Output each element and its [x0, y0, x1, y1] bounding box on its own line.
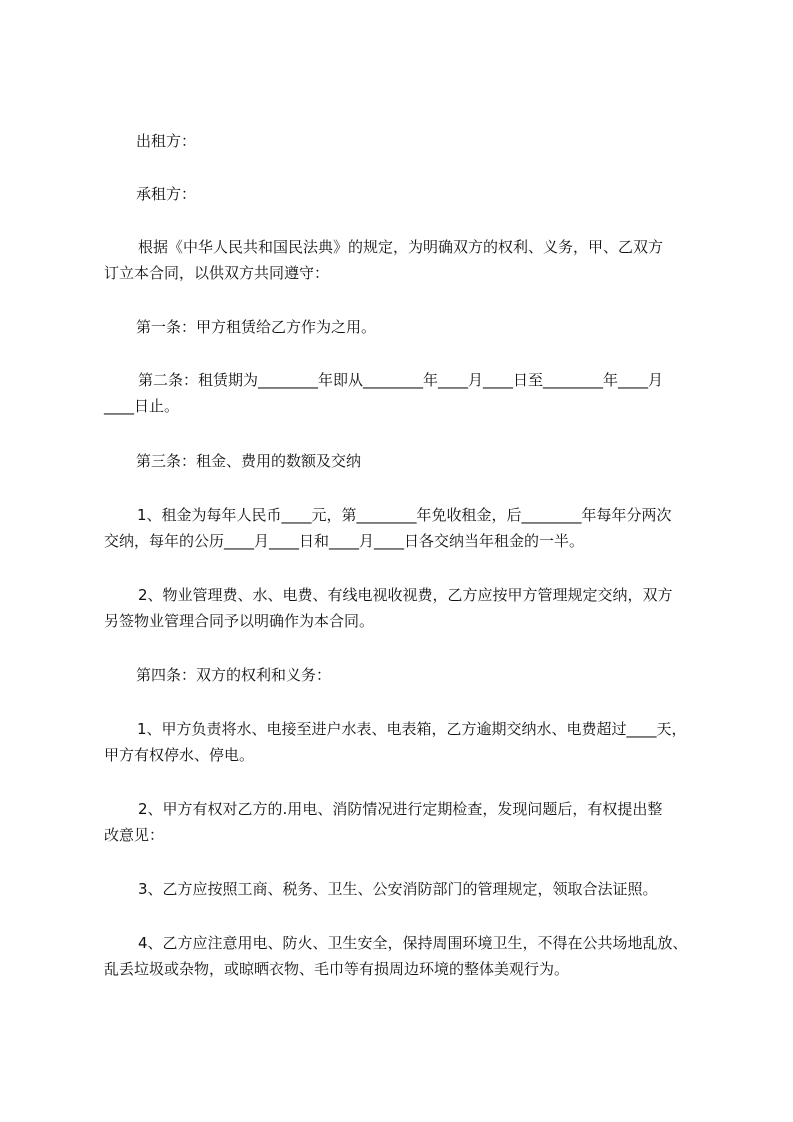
article-4-item-1 [104, 716, 714, 768]
intro-line-2: 订立本合同，以供双方共同遵守： [104, 264, 330, 282]
article-1 [136, 314, 746, 340]
article-3 [136, 448, 746, 474]
article-4-item-3 [104, 876, 714, 902]
article-3-item-1 [104, 502, 714, 554]
article-4-heading: 第四条：双方的权利和义务： [136, 666, 332, 684]
article-3-item-2 [104, 582, 714, 634]
intro-line-1: 根据《中华人民共和国民法典》的规定，为明确双方的权利、义务，甲、乙双方 [138, 238, 664, 256]
article-4-item-2-line-1: 2、甲方有权对乙方的.用电、消防情况进行定期检查，发现问题后，有权提出整 [138, 800, 663, 818]
article-3-item-1-line-2: 交纳，每年的公历____月____日和____月____日各交纳当年租金的一半。 [104, 532, 585, 550]
article-4-item-2 [104, 796, 714, 848]
lessee-line [136, 181, 746, 207]
article-4-item-4-line-1: 4、乙方应注意用电、防火、卫生安全，保持周围环境卫生，不得在公共场地乱放、 [138, 934, 688, 952]
intro-paragraph [104, 234, 714, 286]
article-2-line-2: ____日止。 [104, 397, 180, 415]
lessor-line [136, 128, 746, 154]
article-3-item-1-line-1: 1、租金为每年人民币____元，第________年免收租金，后________年每年分两次 [137, 506, 672, 524]
article-3-item-2-line-1: 2、物业管理费、水、电费、有线电视收视费，乙方应按甲方管理规定交纳，双方 [138, 586, 673, 604]
article-4 [136, 662, 746, 688]
article-2-line-1: 第二条：租赁期为________年即从________年____月____日至________年____月 [138, 371, 664, 389]
article-4-item-4 [104, 930, 714, 982]
lessor-label: 出租方： [136, 132, 197, 150]
article-2 [104, 367, 714, 419]
article-4-item-1-line-1: 1、甲方负责将水、电接至进户水表、电表箱，乙方逾期交纳水、电费超过____天， [137, 720, 687, 738]
article-4-item-3-text: 3、乙方应按照工商、税务、卫生、公安消防部门的管理规定，领取合法证照。 [138, 880, 658, 898]
article-3-item-2-line-2: 另签物业管理合同予以明确作为本合同。 [104, 612, 375, 630]
article-4-item-4-line-2: 乱丢垃圾或杂物，或晾晒衣物、毛巾等有损周边环境的整体美观行为。 [104, 960, 570, 978]
article-4-item-2-line-2: 改意见： [104, 826, 165, 844]
lessee-label: 承租方： [136, 185, 197, 203]
article-4-item-1-line-2: 甲方有权停水、停电。 [104, 746, 255, 764]
article-1-text: 第一条：甲方租赁给乙方作为之用。 [136, 318, 377, 336]
article-3-heading: 第三条：租金、费用的数额及交纳 [136, 452, 362, 470]
